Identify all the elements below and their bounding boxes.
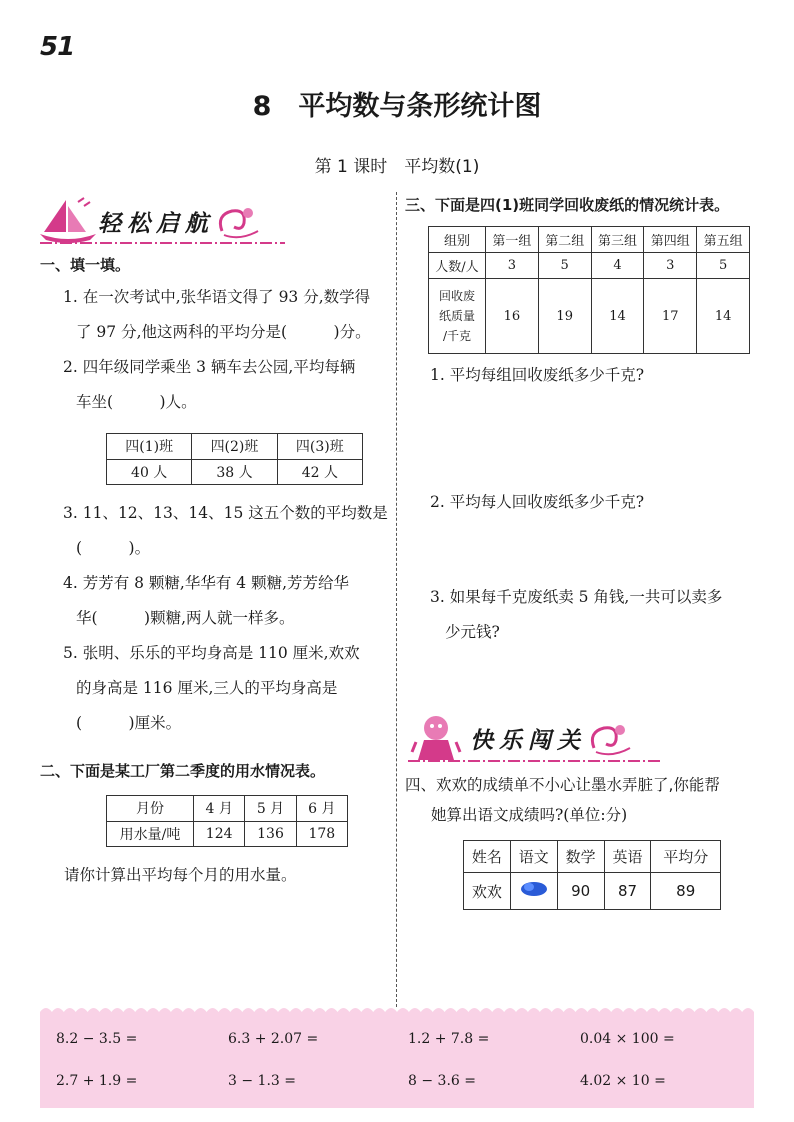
lesson-title: 第 1 课时 平均数(1)	[314, 157, 480, 177]
water-table-cell: 5 月	[245, 796, 296, 822]
score-table-cell: 欢欢	[464, 873, 511, 910]
recycle-table-cell: 第一组	[486, 227, 539, 253]
section2-heading: 二、下面是某工厂第二季度的用水情况表。	[40, 762, 326, 780]
column-divider	[396, 192, 397, 1007]
score-table-header: 平均分	[651, 841, 721, 873]
water-table-cell: 178	[296, 821, 347, 847]
q3-line2: ( )。	[76, 539, 151, 557]
q3-line1: 3. 11、12、13、14、15 这五个数的平均数是	[63, 504, 388, 522]
section1-heading: 一、填一填。	[40, 256, 131, 274]
q1-line2: 了 97 分,他这两科的平均分是( )分。	[76, 323, 371, 341]
calc-item: 6.3 + 2.07 =	[228, 1031, 319, 1047]
swirl-ornament-icon	[586, 718, 632, 758]
recycle-table-cell: 14	[697, 279, 750, 354]
recycle-table-cell: 第二组	[538, 227, 591, 253]
sailboat-icon	[38, 196, 98, 246]
banner-right-text: 快乐闯关	[470, 727, 586, 754]
ink-blot-cell	[510, 873, 557, 910]
calc-item: 0.04 × 100 =	[580, 1031, 675, 1047]
calculation-box	[40, 1012, 754, 1108]
recycle-table-cell: 17	[644, 279, 697, 354]
water-table-cell: 月份	[107, 796, 194, 822]
q5-line1: 5. 张明、乐乐的平均身高是 110 厘米,欢欢	[63, 644, 360, 662]
recycle-table-cell: 16	[486, 279, 539, 354]
recycle-table-cell: 第四组	[644, 227, 697, 253]
recycle-table-cell: 5	[538, 253, 591, 279]
score-table-cell: 90	[557, 873, 604, 910]
calc-item: 1.2 + 7.8 =	[408, 1031, 490, 1047]
recycle-table-cell: 4	[591, 253, 644, 279]
score-table-cell: 87	[604, 873, 651, 910]
water-table-cell: 124	[194, 821, 245, 847]
recycle-table-cell: 3	[486, 253, 539, 279]
page-number: 51	[40, 32, 75, 62]
calc-item: 2.7 + 1.9 =	[56, 1073, 138, 1089]
label-line: 纸质量	[438, 309, 475, 323]
q2-table-cell: 42 人	[277, 459, 362, 485]
q4-line1: 4. 芳芳有 8 颗糖,华华有 4 颗糖,芳芳给华	[63, 574, 350, 592]
fill-questions-cont	[63, 496, 393, 741]
q2-table	[106, 433, 363, 485]
fill-questions	[63, 280, 393, 420]
cartoon-kid-icon	[410, 712, 462, 764]
section4-heading-line2: 她算出语文成绩吗?(单位:分)	[431, 806, 628, 824]
q2-table-cell: 38 人	[192, 459, 277, 485]
calc-item: 3 − 1.3 =	[228, 1073, 296, 1089]
section3-q3	[430, 580, 760, 650]
recycle-table-cell: 19	[538, 279, 591, 354]
q2-table-header: 四(1)班	[107, 434, 192, 460]
water-table-cell: 6 月	[296, 796, 347, 822]
recycle-table-cell: 人数/人	[429, 253, 486, 279]
q2-line2: 车坐( )人。	[76, 393, 197, 411]
banner-easy-start	[38, 196, 288, 246]
swirl-ornament-icon	[214, 201, 260, 241]
banner-left-underline	[40, 240, 285, 246]
calc-item: 4.02 × 10 =	[580, 1073, 666, 1089]
q2-line1: 2. 四年级同学乘坐 3 辆车去公园,平均每辆	[63, 358, 356, 376]
calc-item: 8 − 3.6 =	[408, 1073, 476, 1089]
banner-left-text: 轻松启航	[98, 210, 214, 237]
banner-happy-challenge	[410, 712, 660, 764]
score-table-header: 姓名	[464, 841, 511, 873]
water-table-cell: 136	[245, 821, 296, 847]
q4-line2: 华( )颗糖,两人就一样多。	[76, 609, 295, 627]
paper-recycling-table	[428, 226, 750, 354]
water-table-cell: 用水量/吨	[107, 821, 194, 847]
recycle-table-cell: 14	[591, 279, 644, 354]
score-table-header: 英语	[604, 841, 651, 873]
water-usage-table	[106, 795, 348, 847]
recycle-table-cell: 第三组	[591, 227, 644, 253]
score-table	[463, 840, 721, 910]
section4-heading	[405, 770, 765, 830]
label-line: /千克	[442, 329, 472, 343]
recycle-table-cell: 第五组	[697, 227, 750, 253]
section3-heading: 三、下面是四(1)班同学回收废纸的情况统计表。	[405, 196, 730, 214]
recycle-table-cell: 3	[644, 253, 697, 279]
q3-line2: 少元钱?	[445, 623, 500, 641]
label-line: 回收废	[438, 289, 475, 303]
section3-q2: 2. 平均每人回收废纸多少千克?	[430, 493, 645, 511]
section2-instruction: 请你计算出平均每个月的用水量。	[64, 866, 297, 884]
score-table-header: 语文	[510, 841, 557, 873]
chapter-title: 8 平均数与条形统计图	[252, 91, 542, 122]
q1-line1: 1. 在一次考试中,张华语文得了 93 分,数学得	[63, 288, 371, 306]
q3-line1: 3. 如果每千克废纸卖 5 角钱,一共可以卖多	[430, 588, 723, 606]
water-table-cell: 4 月	[194, 796, 245, 822]
recycle-table-cell: 组别	[429, 227, 486, 253]
section3-q1: 1. 平均每组回收废纸多少千克?	[430, 366, 645, 384]
recycle-table-cell: 5	[697, 253, 750, 279]
score-table-header: 数学	[557, 841, 604, 873]
q2-table-cell: 40 人	[107, 459, 192, 485]
q5-line2: 的身高是 116 厘米,三人的平均身高是	[76, 679, 338, 697]
q2-table-header: 四(2)班	[192, 434, 277, 460]
section4-heading-line1: 四、欢欢的成绩单不小心让墨水弄脏了,你能帮	[405, 776, 720, 794]
score-table-cell: 89	[651, 873, 721, 910]
banner-right-underline	[408, 758, 660, 764]
ink-blot-icon	[519, 879, 549, 899]
q5-line3: ( )厘米。	[76, 714, 182, 732]
calc-item: 8.2 − 3.5 =	[56, 1031, 138, 1047]
recycle-table-row-label	[429, 279, 486, 354]
q2-table-header: 四(3)班	[277, 434, 362, 460]
